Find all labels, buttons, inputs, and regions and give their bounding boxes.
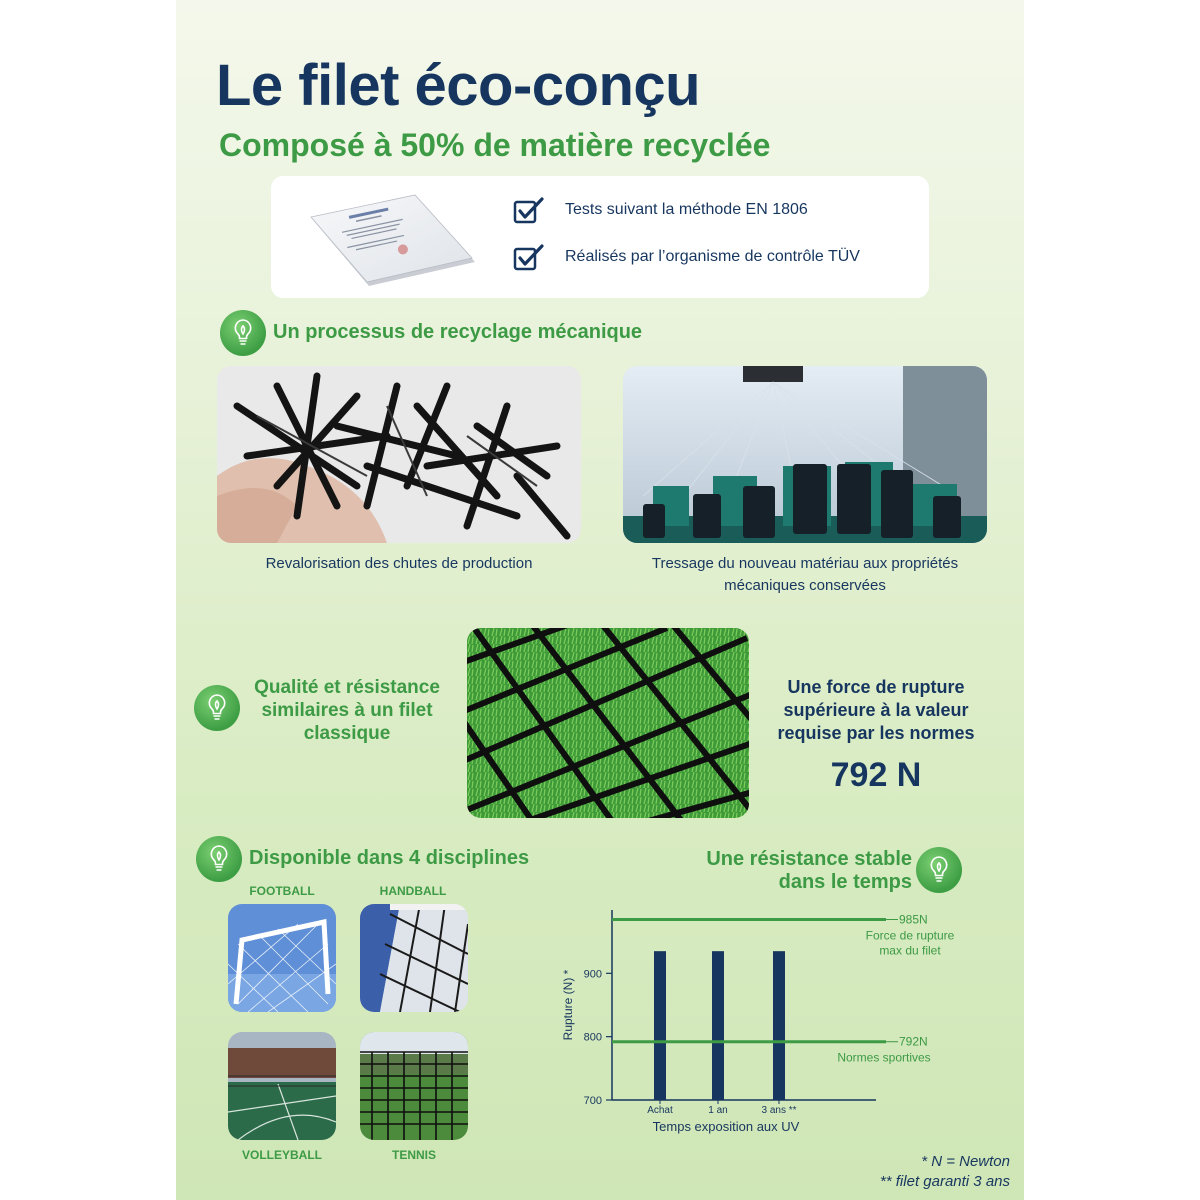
footnote-guarantee: ** filet garanti 3 ans	[879, 1173, 1010, 1190]
bar-2	[773, 951, 785, 1100]
x-axis-label: Temps exposition aux UV	[652, 1119, 800, 1134]
check-row-inspection-body	[513, 243, 860, 271]
check-row-test-method	[513, 196, 808, 224]
quality-text: Qualité et résistance similaires à un filet classique	[254, 677, 440, 744]
sport-label-volleyball: VOLLEYBALL	[242, 1148, 322, 1162]
volleyball-court-photo	[228, 1032, 336, 1140]
lightbulb-icon	[220, 310, 266, 356]
force-value: 792 N	[830, 756, 922, 794]
disciplines-heading: Disponible dans 4 disciplines	[249, 847, 530, 869]
footnotes	[880, 1152, 1010, 1192]
sport-label-tennis: TENNIS	[391, 1148, 436, 1162]
x-tick-label: Achat	[647, 1105, 673, 1116]
checkbox-checked-icon	[513, 196, 545, 224]
reference-description-0: Force de rupture	[865, 928, 955, 943]
bar-0	[654, 951, 666, 1100]
y-axis-label: Rupture (N) *	[561, 969, 575, 1041]
sport-label-football: FOOTBALL	[249, 884, 315, 898]
process-heading: Un processus de recyclage mécanique	[273, 321, 643, 343]
certificate-image	[307, 190, 477, 288]
bar-1	[712, 951, 724, 1100]
stability-heading-line1: Une résistance stable	[706, 848, 912, 870]
football-goal-photo	[228, 904, 336, 1012]
footnote-newton: * N = Newton	[921, 1153, 1010, 1170]
checkbox-checked-icon	[513, 243, 545, 271]
lightbulb-icon	[916, 847, 962, 893]
page-subtitle: Composé à 50% de matière recyclée	[219, 127, 771, 163]
braiding-caption: Tressage du nouveau matériau aux propriétés mécaniques conservées	[651, 555, 959, 594]
reference-description-0-b: max du filet	[879, 943, 941, 958]
reference-description-1: Normes sportives	[837, 1050, 931, 1065]
sport-label-handball: HANDBALL	[379, 884, 447, 898]
uv-resistance-chart	[546, 900, 976, 1140]
y-tick-label: 800	[583, 1031, 602, 1044]
lightbulb-icon	[196, 836, 242, 882]
y-tick-label: 900	[583, 968, 602, 981]
production-scraps-caption: Revalorisation des chutes de production	[265, 555, 533, 572]
stability-heading-line2: dans le temps	[778, 871, 912, 893]
y-tick-label: 700	[583, 1095, 602, 1107]
tennis-court-photo	[360, 1032, 468, 1140]
check-text-test-method: Tests suivant la méthode EN 1806	[565, 201, 808, 218]
production-scraps-photo	[217, 366, 581, 543]
net-on-turf-photo	[467, 628, 749, 818]
check-text-inspection-body: Réalisés par l’organisme de contrôle TÜV	[565, 248, 860, 265]
x-tick-label: 1 an	[708, 1105, 728, 1116]
stability-heading	[656, 848, 912, 894]
braiding-machine-photo	[623, 366, 987, 543]
poster	[176, 0, 1024, 1200]
force-text: Une force de rupture supérieure à la valeur requise par les normes	[777, 677, 975, 743]
page-title: Le filet éco-conçu	[216, 53, 701, 118]
reference-label-1: 792N	[899, 1034, 928, 1049]
reference-label-0: 985N	[899, 912, 928, 927]
x-tick-label: 3 ans **	[761, 1105, 797, 1116]
certificate-card	[271, 176, 929, 298]
handball-goal-photo	[360, 904, 468, 1012]
